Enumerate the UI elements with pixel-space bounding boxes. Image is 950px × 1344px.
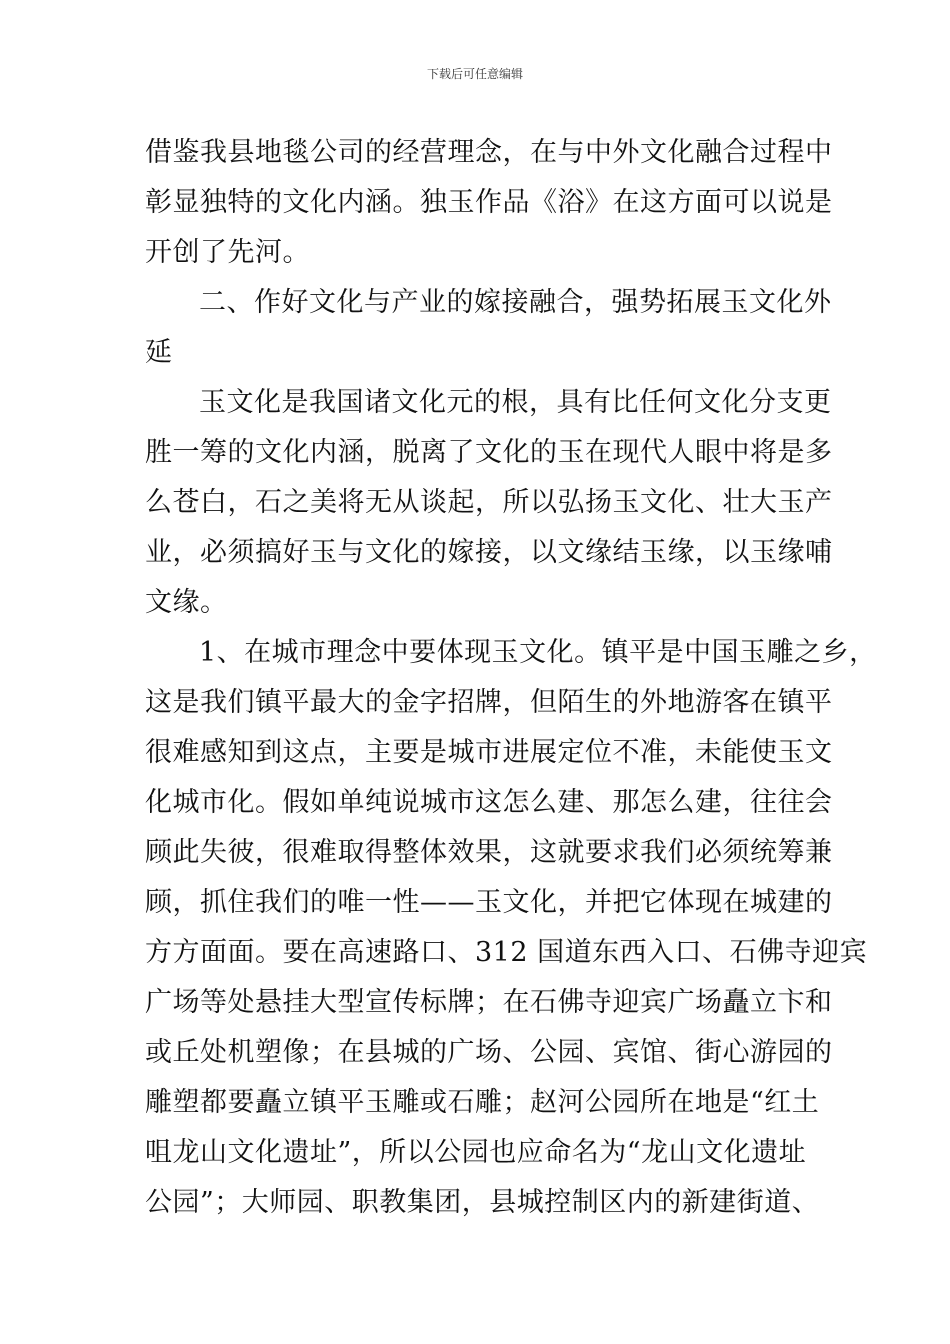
text-line: 彰显独特的文化内涵。独玉作品《浴》在这方面可以说是: [145, 187, 833, 218]
text-line: 顾，抓住我们的唯一性——玉文化，并把它体现在城建的: [145, 887, 833, 918]
text-line: 么苍白，石之美将无从谈起，所以弘扬玉文化、壮大玉产: [145, 487, 833, 518]
page-header-note: 下载后可任意编辑: [426, 67, 523, 81]
text-line: 借鉴我县地毯公司的经营理念，在与中外文化融合过程中: [145, 137, 833, 168]
section-heading-line: 二、作好文化与产业的嫁接融合，强势拓展玉文化外: [199, 287, 832, 318]
document-body: [145, 128, 877, 1228]
text-line: 化城市化。假如单纯说城市这怎么建、那怎么建，往往会: [145, 787, 833, 818]
text-line: 顾此失彼，很难取得整体效果，这就要求我们必须统筹兼: [145, 837, 833, 868]
section-heading-line: 延: [145, 337, 173, 368]
text-line: 咀龙山文化遗址”，所以公园也应命名为“龙山文化遗址: [145, 1137, 807, 1168]
text-line: 很难感知到这点，主要是城市进展定位不准，未能使玉文: [145, 737, 833, 768]
text-line: 广场等处悬挂大型宣传标牌；在石佛寺迎宾广场矗立卞和: [145, 987, 833, 1018]
text-line: 开创了先河。: [145, 237, 310, 268]
text-line: 方方面面。要在高速路口、312 国道东西入口、石佛寺迎宾: [145, 937, 868, 968]
text-line: 这是我们镇平最大的金字招牌，但陌生的外地游客在镇平: [145, 687, 833, 718]
text-line: 业，必须搞好玉与文化的嫁接，以文缘结玉缘，以玉缘哺: [145, 537, 833, 568]
paragraph-first-line: 1、在城市理念中要体现玉文化。镇平是中国玉雕之乡，: [199, 637, 877, 668]
text-line: 公园”；大师园、职教集团，县城控制区内的新建街道、: [145, 1187, 820, 1218]
text-line: 胜一筹的文化内涵，脱离了文化的玉在现代人眼中将是多: [145, 437, 833, 468]
text-line: 或丘处机塑像；在县城的广场、公园、宾馆、街心游园的: [145, 1037, 833, 1068]
paragraph-first-line: 玉文化是我国诸文化元的根，具有比任何文化分支更: [199, 387, 832, 418]
text-line: 文缘。: [145, 587, 228, 618]
text-line: 雕塑都要矗立镇平玉雕或石雕；赵河公园所在地是“红土: [145, 1087, 820, 1118]
